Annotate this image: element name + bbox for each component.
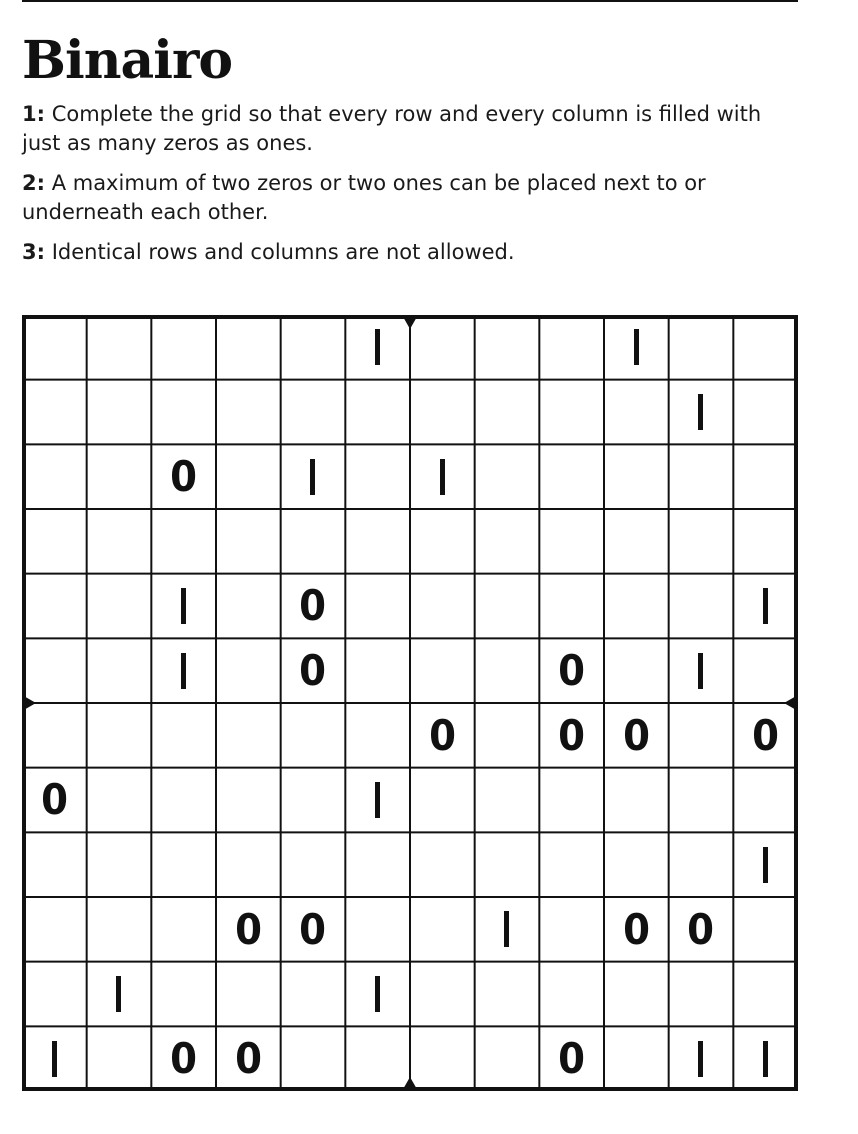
- given-cell-one[interactable]: [345, 962, 410, 1027]
- given-cell-one[interactable]: [151, 574, 216, 639]
- given-cell-one[interactable]: [604, 315, 669, 380]
- empty-cell[interactable]: [22, 638, 87, 703]
- rule-2: [22, 169, 802, 227]
- empty-cell[interactable]: [281, 380, 346, 445]
- empty-cell[interactable]: [604, 574, 669, 639]
- given-cell-one[interactable]: [22, 1026, 87, 1091]
- empty-cell[interactable]: [281, 315, 346, 380]
- empty-cell[interactable]: [216, 380, 281, 445]
- given-cell-one[interactable]: [345, 768, 410, 833]
- empty-cell[interactable]: [733, 897, 798, 962]
- empty-cell[interactable]: [475, 509, 540, 574]
- empty-cell[interactable]: [669, 509, 734, 574]
- rule-number: 1:: [22, 102, 46, 126]
- empty-cell[interactable]: [410, 574, 475, 639]
- empty-cell[interactable]: [539, 444, 604, 509]
- cell-value-one: [634, 329, 639, 365]
- cell-value: 0: [234, 904, 262, 954]
- given-cell-zero[interactable]: [281, 897, 346, 962]
- given-cell-one[interactable]: [669, 380, 734, 445]
- rules-list: [22, 100, 802, 278]
- cell-value: 0: [687, 904, 715, 954]
- given-cell-one[interactable]: [87, 962, 152, 1027]
- empty-cell[interactable]: [604, 444, 669, 509]
- puzzle-grid: [22, 315, 798, 1091]
- empty-cell[interactable]: [151, 380, 216, 445]
- empty-cell[interactable]: [410, 768, 475, 833]
- empty-cell[interactable]: [281, 962, 346, 1027]
- empty-cell[interactable]: [539, 315, 604, 380]
- rule-text: A maximum of two zeros or two ones can be placed next to or underneath each other.: [22, 171, 706, 224]
- empty-cell[interactable]: [22, 380, 87, 445]
- empty-cell[interactable]: [216, 962, 281, 1027]
- empty-cell[interactable]: [669, 768, 734, 833]
- empty-cell[interactable]: [216, 703, 281, 768]
- cell-value-one: [310, 459, 315, 495]
- empty-cell[interactable]: [539, 574, 604, 639]
- empty-cell[interactable]: [151, 962, 216, 1027]
- empty-cell[interactable]: [733, 509, 798, 574]
- empty-cell[interactable]: [87, 768, 152, 833]
- empty-cell[interactable]: [539, 380, 604, 445]
- rule-number: 3:: [22, 240, 46, 264]
- cell-value-one: [181, 588, 186, 624]
- cell-value-one: [375, 329, 380, 365]
- grid-cells: [22, 315, 798, 1091]
- empty-cell[interactable]: [733, 768, 798, 833]
- empty-cell[interactable]: [87, 1026, 152, 1091]
- empty-cell[interactable]: [87, 703, 152, 768]
- empty-cell[interactable]: [475, 315, 540, 380]
- given-cell-zero[interactable]: [151, 1026, 216, 1091]
- cell-value: 0: [622, 710, 650, 760]
- empty-cell[interactable]: [733, 638, 798, 703]
- given-cell-zero[interactable]: [151, 444, 216, 509]
- rule-text: Complete the grid so that every row and every column is filled with just as many zeros as ones.: [22, 102, 762, 155]
- empty-cell[interactable]: [604, 768, 669, 833]
- empty-cell[interactable]: [475, 1026, 540, 1091]
- empty-cell[interactable]: [216, 315, 281, 380]
- empty-cell[interactable]: [539, 832, 604, 897]
- empty-cell[interactable]: [22, 509, 87, 574]
- cell-value-one: [698, 1041, 703, 1077]
- empty-cell[interactable]: [22, 962, 87, 1027]
- given-cell-zero[interactable]: [216, 897, 281, 962]
- empty-cell[interactable]: [22, 315, 87, 380]
- cell-value: 0: [299, 581, 327, 631]
- cell-value-one: [116, 976, 121, 1012]
- cell-value: 0: [234, 1034, 262, 1084]
- empty-cell[interactable]: [410, 315, 475, 380]
- cell-value: 0: [558, 1034, 586, 1084]
- empty-cell[interactable]: [410, 962, 475, 1027]
- empty-cell[interactable]: [539, 897, 604, 962]
- cell-value: 0: [170, 1034, 198, 1084]
- cell-value: 0: [558, 710, 586, 760]
- empty-cell[interactable]: [216, 444, 281, 509]
- cell-value: 0: [428, 710, 456, 760]
- empty-cell[interactable]: [87, 444, 152, 509]
- given-cell-zero[interactable]: [281, 574, 346, 639]
- empty-cell[interactable]: [669, 444, 734, 509]
- empty-cell[interactable]: [216, 768, 281, 833]
- given-cell-zero[interactable]: [22, 768, 87, 833]
- given-cell-zero[interactable]: [539, 703, 604, 768]
- cell-value: 0: [299, 904, 327, 954]
- empty-cell[interactable]: [281, 509, 346, 574]
- empty-cell[interactable]: [733, 444, 798, 509]
- cell-value: 0: [622, 904, 650, 954]
- cell-value-one: [440, 459, 445, 495]
- empty-cell[interactable]: [151, 832, 216, 897]
- given-cell-one[interactable]: [669, 1026, 734, 1091]
- rule-number: 2:: [22, 171, 46, 195]
- empty-cell[interactable]: [151, 509, 216, 574]
- empty-cell[interactable]: [345, 444, 410, 509]
- empty-cell[interactable]: [281, 1026, 346, 1091]
- given-cell-one[interactable]: [281, 444, 346, 509]
- page-title: Binairo: [22, 30, 233, 91]
- empty-cell[interactable]: [475, 380, 540, 445]
- empty-cell[interactable]: [345, 897, 410, 962]
- given-cell-zero[interactable]: [604, 897, 669, 962]
- empty-cell[interactable]: [87, 509, 152, 574]
- empty-cell[interactable]: [410, 380, 475, 445]
- empty-cell[interactable]: [151, 315, 216, 380]
- empty-cell[interactable]: [345, 1026, 410, 1091]
- empty-cell[interactable]: [604, 380, 669, 445]
- empty-cell[interactable]: [475, 703, 540, 768]
- given-cell-one[interactable]: [733, 574, 798, 639]
- empty-cell[interactable]: [87, 897, 152, 962]
- empty-cell[interactable]: [216, 832, 281, 897]
- cell-value: 0: [752, 710, 780, 760]
- empty-cell[interactable]: [539, 962, 604, 1027]
- empty-cell[interactable]: [475, 832, 540, 897]
- empty-cell[interactable]: [345, 638, 410, 703]
- empty-cell[interactable]: [87, 638, 152, 703]
- empty-cell[interactable]: [345, 509, 410, 574]
- cell-value-one: [763, 847, 768, 883]
- cell-value-one: [52, 1041, 57, 1077]
- cell-value-one: [763, 588, 768, 624]
- cell-value-one: [698, 653, 703, 689]
- top-divider: [22, 0, 798, 2]
- empty-cell[interactable]: [216, 574, 281, 639]
- empty-cell[interactable]: [410, 832, 475, 897]
- empty-cell[interactable]: [604, 962, 669, 1027]
- given-cell-one[interactable]: [475, 897, 540, 962]
- given-cell-one[interactable]: [410, 444, 475, 509]
- given-cell-zero[interactable]: [604, 703, 669, 768]
- empty-cell[interactable]: [87, 574, 152, 639]
- empty-cell[interactable]: [345, 703, 410, 768]
- empty-cell[interactable]: [22, 574, 87, 639]
- empty-cell[interactable]: [733, 380, 798, 445]
- cell-value: 0: [558, 646, 586, 696]
- given-cell-one[interactable]: [733, 832, 798, 897]
- empty-cell[interactable]: [604, 1026, 669, 1091]
- empty-cell[interactable]: [151, 703, 216, 768]
- given-cell-zero[interactable]: [669, 897, 734, 962]
- cell-value-one: [181, 653, 186, 689]
- empty-cell[interactable]: [733, 962, 798, 1027]
- given-cell-zero[interactable]: [539, 638, 604, 703]
- empty-cell[interactable]: [22, 897, 87, 962]
- empty-cell[interactable]: [410, 1026, 475, 1091]
- given-cell-zero[interactable]: [216, 1026, 281, 1091]
- empty-cell[interactable]: [669, 703, 734, 768]
- empty-cell[interactable]: [281, 768, 346, 833]
- rule-text: Identical rows and columns are not allowed.: [45, 240, 515, 264]
- empty-cell[interactable]: [604, 509, 669, 574]
- given-cell-one[interactable]: [669, 638, 734, 703]
- empty-cell[interactable]: [216, 509, 281, 574]
- empty-cell[interactable]: [669, 574, 734, 639]
- cell-value-one: [698, 394, 703, 430]
- given-cell-zero[interactable]: [281, 638, 346, 703]
- given-cell-zero[interactable]: [410, 703, 475, 768]
- empty-cell[interactable]: [345, 832, 410, 897]
- cell-value-one: [375, 782, 380, 818]
- given-cell-one[interactable]: [345, 315, 410, 380]
- empty-cell[interactable]: [281, 832, 346, 897]
- cell-value-one: [504, 911, 509, 947]
- empty-cell[interactable]: [87, 380, 152, 445]
- empty-cell[interactable]: [22, 703, 87, 768]
- empty-cell[interactable]: [151, 768, 216, 833]
- given-cell-one[interactable]: [151, 638, 216, 703]
- given-cell-zero[interactable]: [733, 703, 798, 768]
- empty-cell[interactable]: [216, 638, 281, 703]
- empty-cell[interactable]: [604, 638, 669, 703]
- empty-cell[interactable]: [475, 638, 540, 703]
- cell-value-one: [375, 976, 380, 1012]
- empty-cell[interactable]: [475, 574, 540, 639]
- empty-cell[interactable]: [410, 897, 475, 962]
- empty-cell[interactable]: [475, 962, 540, 1027]
- rule-3: [22, 238, 802, 267]
- empty-cell[interactable]: [410, 509, 475, 574]
- empty-cell[interactable]: [669, 962, 734, 1027]
- empty-cell[interactable]: [345, 574, 410, 639]
- cell-value-one: [763, 1041, 768, 1077]
- empty-cell[interactable]: [410, 638, 475, 703]
- empty-cell[interactable]: [669, 315, 734, 380]
- empty-cell[interactable]: [669, 832, 734, 897]
- given-cell-one[interactable]: [733, 1026, 798, 1091]
- cell-value: 0: [40, 775, 68, 825]
- empty-cell[interactable]: [345, 380, 410, 445]
- empty-cell[interactable]: [22, 444, 87, 509]
- rule-1: [22, 100, 802, 158]
- cell-value: 0: [170, 452, 198, 502]
- given-cell-zero[interactable]: [539, 1026, 604, 1091]
- empty-cell[interactable]: [604, 832, 669, 897]
- empty-cell[interactable]: [475, 768, 540, 833]
- empty-cell[interactable]: [281, 703, 346, 768]
- empty-cell[interactable]: [475, 444, 540, 509]
- empty-cell[interactable]: [151, 897, 216, 962]
- empty-cell[interactable]: [87, 832, 152, 897]
- empty-cell[interactable]: [539, 509, 604, 574]
- cell-value: 0: [299, 646, 327, 696]
- empty-cell[interactable]: [87, 315, 152, 380]
- empty-cell[interactable]: [539, 768, 604, 833]
- empty-cell[interactable]: [22, 832, 87, 897]
- empty-cell[interactable]: [733, 315, 798, 380]
